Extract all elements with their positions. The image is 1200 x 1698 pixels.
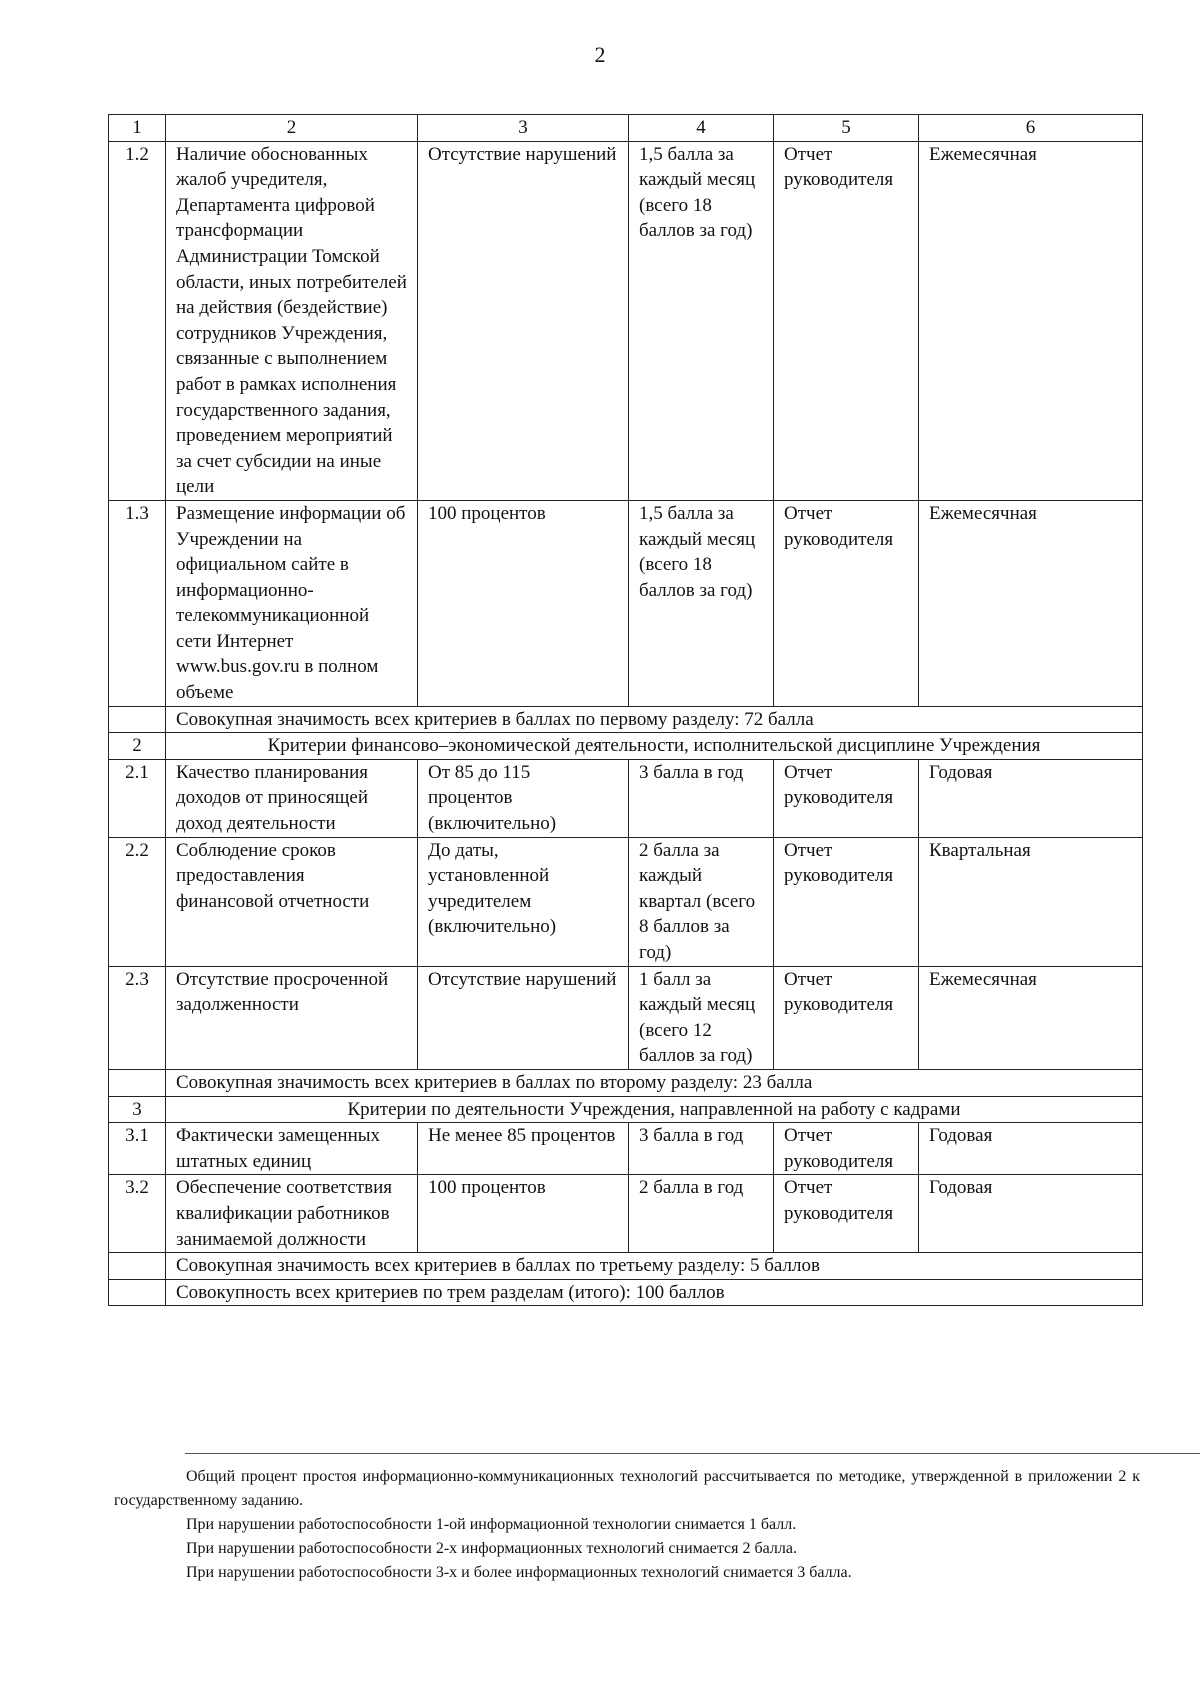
table-row bbox=[109, 1123, 1143, 1175]
section-header-row bbox=[109, 733, 1143, 760]
points-cell: 1,5 балла за каждый месяц (всего 18 баллов за год) bbox=[629, 500, 774, 706]
indicator-cell: Отсутствие нарушений bbox=[418, 141, 629, 500]
page-number: 2 bbox=[594, 42, 606, 67]
footnote-divider bbox=[185, 1453, 1200, 1454]
frequency-cell: Годовая bbox=[919, 1123, 1143, 1175]
criterion-cell: Фактически замещенных штатных единиц bbox=[166, 1123, 418, 1175]
source-cell: Отчет руководителя bbox=[774, 759, 919, 837]
section-total-row bbox=[109, 1069, 1143, 1096]
empty-number-cell bbox=[109, 1279, 166, 1306]
table-row bbox=[109, 759, 1143, 837]
footnotes bbox=[114, 1465, 1140, 1585]
points-cell: 1 балл за каждый месяц (всего 12 баллов за год) bbox=[629, 966, 774, 1069]
frequency-cell: Годовая bbox=[919, 1175, 1143, 1253]
source-cell: Отчет руководителя bbox=[774, 1175, 919, 1253]
criteria-table bbox=[108, 114, 1143, 1306]
criterion-cell: Качество планирования доходов от приносящей доход деятельности bbox=[166, 759, 418, 837]
indicator-cell: 100 процентов bbox=[418, 1175, 629, 1253]
criterion-cell: Наличие обоснованных жалоб учредителя, Департамента цифровой трансформации Администрации Томской области, иных потребителей на действия (бездействие) сотрудников Учреждения, связанные с выполнением работ в рамках исполнения государственного задания, проведением мероприятий за счет субсидии на иные цели bbox=[166, 141, 418, 500]
criterion-cell: Обеспечение соответствия квалификации работников занимаемой должности bbox=[166, 1175, 418, 1253]
indicator-cell: До даты, установленной учредителем (включительно) bbox=[418, 837, 629, 966]
column-header: 6 bbox=[919, 115, 1143, 142]
table-row bbox=[109, 966, 1143, 1069]
section-total-row bbox=[109, 1253, 1143, 1280]
grand-total-row bbox=[109, 1279, 1143, 1306]
indicator-cell: 100 процентов bbox=[418, 500, 629, 706]
table-row bbox=[109, 500, 1143, 706]
column-header: 1 bbox=[109, 115, 166, 142]
frequency-cell: Ежемесячная bbox=[919, 141, 1143, 500]
indicator-cell: Не менее 85 процентов bbox=[418, 1123, 629, 1175]
source-cell: Отчет руководителя bbox=[774, 837, 919, 966]
grand-total: Совокупность всех критериев по трем разделам (итого): 100 баллов bbox=[166, 1279, 1143, 1306]
row-number: 2.1 bbox=[109, 759, 166, 837]
row-number: 1.2 bbox=[109, 141, 166, 500]
points-cell: 3 балла в год bbox=[629, 1123, 774, 1175]
footnote-text: Общий процент простоя информационно-коммуникационных технологий рассчитывается по методике, утвержденной в приложении 2 к государственному заданию. bbox=[114, 1468, 1140, 1509]
source-cell: Отчет руководителя bbox=[774, 1123, 919, 1175]
row-number: 3.1 bbox=[109, 1123, 166, 1175]
empty-number-cell bbox=[109, 1069, 166, 1096]
table-row bbox=[109, 837, 1143, 966]
criterion-cell: Отсутствие просроченной задолженности bbox=[166, 966, 418, 1069]
section-total: Совокупная значимость всех критериев в баллах по второму разделу: 23 балла bbox=[166, 1069, 1143, 1096]
frequency-cell: Ежемесячная bbox=[919, 966, 1143, 1069]
column-header: 5 bbox=[774, 115, 919, 142]
table-header-row bbox=[109, 115, 1143, 142]
footnote-text: При нарушении работоспособности 2-х информационных технологий снимается 2 балла. bbox=[186, 1540, 797, 1557]
points-cell: 3 балла в год bbox=[629, 759, 774, 837]
row-number: 2.2 bbox=[109, 837, 166, 966]
source-cell: Отчет руководителя bbox=[774, 141, 919, 500]
column-header: 3 bbox=[418, 115, 629, 142]
points-cell: 2 балла в год bbox=[629, 1175, 774, 1253]
empty-number-cell bbox=[109, 706, 166, 733]
footnote-text: При нарушении работоспособности 1-ой информационной технологии снимается 1 балл. bbox=[186, 1516, 797, 1533]
row-number: 3.2 bbox=[109, 1175, 166, 1253]
row-number: 1.3 bbox=[109, 500, 166, 706]
table-row bbox=[109, 1175, 1143, 1253]
section-number: 3 bbox=[109, 1096, 166, 1123]
frequency-cell: Квартальная bbox=[919, 837, 1143, 966]
table-row bbox=[109, 141, 1143, 500]
footnote-text: При нарушении работоспособности 3-х и более информационных технологий снимается 3 балла. bbox=[186, 1564, 852, 1581]
column-header: 4 bbox=[629, 115, 774, 142]
criterion-cell: Соблюдение сроков предоставления финансовой отчетности bbox=[166, 837, 418, 966]
section-total: Совокупная значимость всех критериев в баллах по третьему разделу: 5 баллов bbox=[166, 1253, 1143, 1280]
criterion-cell: Размещение информации об Учреждении на официальном сайте в информационно-телекоммуникационной сети Интернет www.bus.gov.ru в полном объеме bbox=[166, 500, 418, 706]
section-header-row bbox=[109, 1096, 1143, 1123]
points-cell: 1,5 балла за каждый месяц (всего 18 баллов за год) bbox=[629, 141, 774, 500]
frequency-cell: Годовая bbox=[919, 759, 1143, 837]
points-cell: 2 балла за каждый квартал (всего 8 баллов за год) bbox=[629, 837, 774, 966]
row-number: 2.3 bbox=[109, 966, 166, 1069]
section-title: Критерии по деятельности Учреждения, направленной на работу с кадрами bbox=[166, 1096, 1143, 1123]
section-total: Совокупная значимость всех критериев в баллах по первому разделу: 72 балла bbox=[166, 706, 1143, 733]
column-header: 2 bbox=[166, 115, 418, 142]
section-number: 2 bbox=[109, 733, 166, 760]
section-title: Критерии финансово–экономической деятельности, исполнительской дисциплине Учреждения bbox=[166, 733, 1143, 760]
section-total-row bbox=[109, 706, 1143, 733]
source-cell: Отчет руководителя bbox=[774, 966, 919, 1069]
empty-number-cell bbox=[109, 1253, 166, 1280]
indicator-cell: Отсутствие нарушений bbox=[418, 966, 629, 1069]
indicator-cell: От 85 до 115 процентов (включительно) bbox=[418, 759, 629, 837]
source-cell: Отчет руководителя bbox=[774, 500, 919, 706]
frequency-cell: Ежемесячная bbox=[919, 500, 1143, 706]
